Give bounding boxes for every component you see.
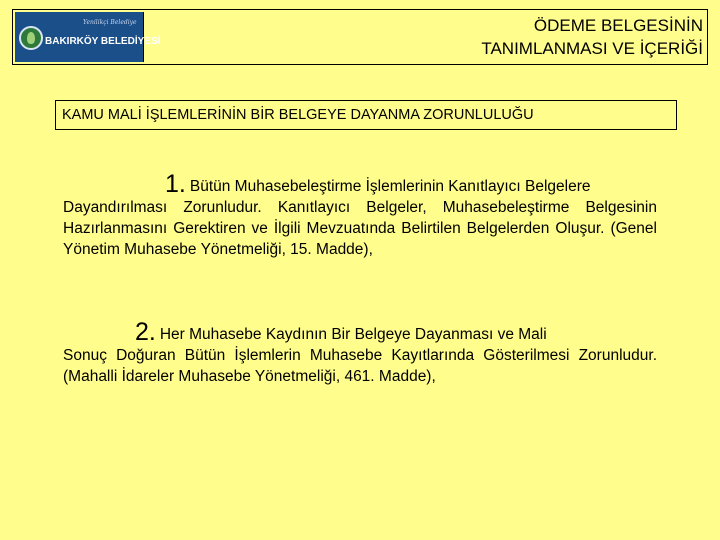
bakirkoy-logo <box>15 12 161 62</box>
header-banner <box>12 9 708 65</box>
item-1 <box>63 170 657 260</box>
logo-brand: BAKIRKÖY BELEDİYESİ <box>45 36 161 47</box>
title-line-2: TANIMLANMASI VE İÇERİĞİ <box>481 39 703 58</box>
item-2 <box>63 318 657 387</box>
page-title <box>481 14 703 60</box>
subject-box: KAMU MALİ İŞLEMLERİNİN BİR BELGEYE DAYANMA ZORUNLULUĞU <box>55 100 677 130</box>
logo-tagline: Yenilikçi Belediye <box>83 19 137 26</box>
item-2-body: Sonuç Doğuran Bütün İşlemlerin Muhasebe Kayıtlarında Gösterilmesi Zorunludur. (Mahalli İdareler Muhasebe Yönetmeliği, 461. Madde), <box>63 347 657 385</box>
item-2-number: 2. <box>135 318 156 346</box>
item-2-first-line <box>63 318 657 346</box>
item-1-first-text: Bütün Muhasebeleştirme İşlemlerinin Kanıtlayıcı Belgelere <box>189 178 591 195</box>
item-2-first-text: Her Muhasebe Kaydının Bir Belgeye Dayanması ve Mali <box>159 326 547 343</box>
item-1-body: Dayandırılması Zorunludur. Kanıtlayıcı Belgeler, Muhasebeleştirme Belgesinin Hazırlanmasını Gerektiren ve İlgili Mevzuatında Belirtilen Belgelerden Oluşur. (Genel Yönetim Muhasebe Yönetmeliği, 15. Madde), <box>63 199 657 258</box>
item-1-first-line <box>63 170 657 198</box>
item-1-number: 1. <box>165 170 186 198</box>
title-line-1: ÖDEME BELGESİNİN <box>533 16 703 35</box>
leaf-emblem-icon <box>19 26 43 50</box>
